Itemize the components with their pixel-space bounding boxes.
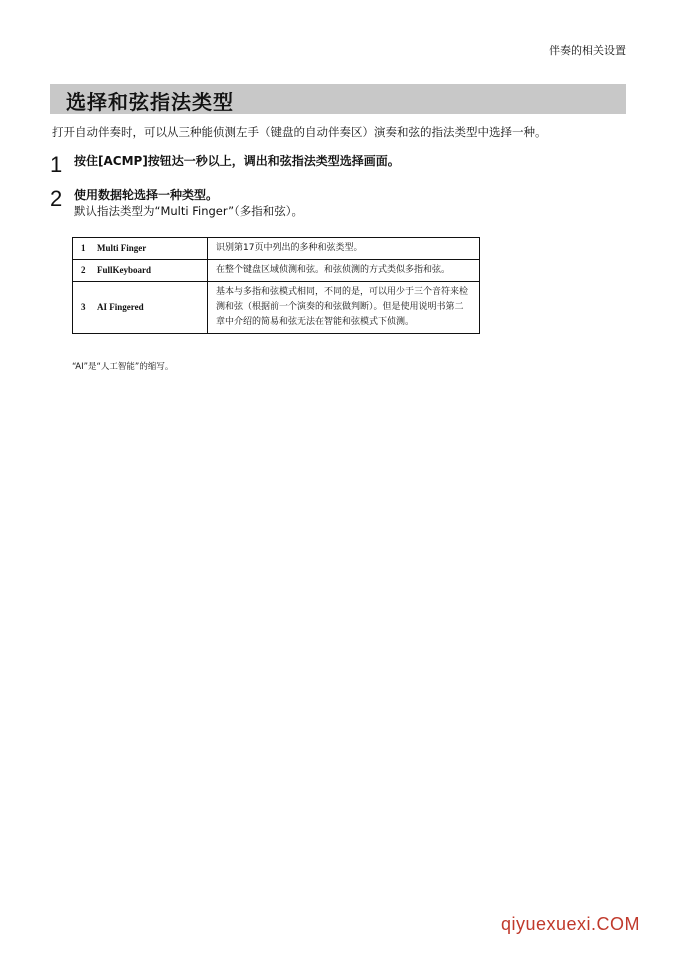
section-header: 伴奏的相关设置 xyxy=(549,44,626,57)
mode-description: 基本与多指和弦模式相同，不同的是，可以用少于三个音符来检测和弦（根据前一个演奏的和弦做判断）。但是使用说明书第二章中介绍的简易和弦无法在智能和弦模式下侦测。 xyxy=(208,282,480,334)
mode-index: 3 xyxy=(81,302,86,312)
table-row xyxy=(73,260,480,282)
page-title: 选择和弦指法类型 xyxy=(66,90,234,114)
step-instruction: 使用数据轮选择一种类型。 xyxy=(74,188,219,202)
mode-name-cell xyxy=(73,238,208,260)
mode-name: AI Fingered xyxy=(97,302,144,312)
mode-name-cell xyxy=(73,260,208,282)
title-bar xyxy=(50,84,626,114)
mode-name: Multi Finger xyxy=(97,243,147,253)
mode-name: FullKeyboard xyxy=(97,265,152,275)
mode-index: 2 xyxy=(81,265,86,275)
step-number: 1 xyxy=(50,152,63,177)
mode-index: 1 xyxy=(81,243,86,253)
table-row xyxy=(73,282,480,334)
footnote: “AI”是“人工智能”的缩写。 xyxy=(72,362,174,372)
mode-name-cell xyxy=(73,282,208,334)
watermark: qiyuexuexi.COM xyxy=(500,914,640,934)
step-instruction: 按住[ACMP]按钮达一秒以上，调出和弦指法类型选择画面。 xyxy=(74,154,400,168)
mode-description: 识别第17页中列出的多种和弦类型。 xyxy=(208,238,480,260)
table-row xyxy=(73,238,480,260)
intro-text: 打开自动伴奏时，可以从三种能侦测左手（键盘的自动伴奏区）演奏和弦的指法类型中选择一种。 xyxy=(52,125,547,139)
fingering-type-table xyxy=(72,237,480,334)
step-number: 2 xyxy=(50,186,63,211)
step-detail: 默认指法类型为“Multi Finger”（多指和弦）。 xyxy=(74,204,304,218)
mode-description: 在整个键盘区域侦测和弦。和弦侦测的方式类似多指和弦。 xyxy=(208,260,480,282)
